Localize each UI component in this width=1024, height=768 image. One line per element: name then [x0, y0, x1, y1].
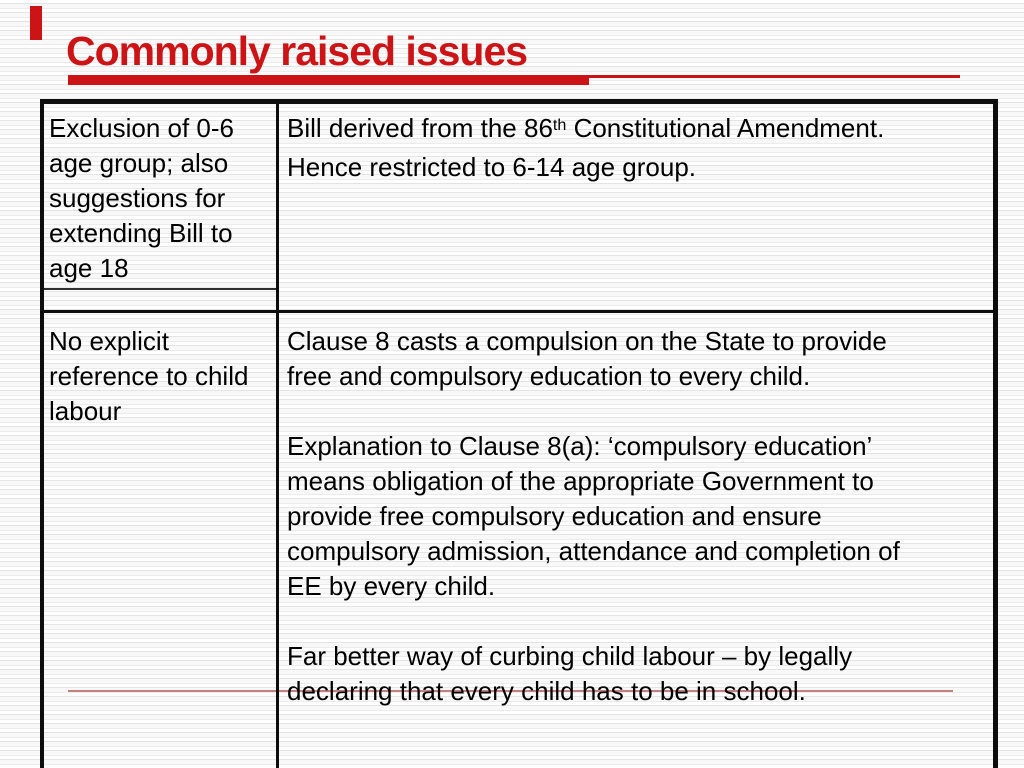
title-underline-line: [589, 75, 960, 78]
text-line: extending Bill to: [49, 218, 233, 248]
text-line: Far better way of curbing child labour – by legally: [287, 641, 853, 671]
title-underline-bar: [68, 75, 589, 85]
text-line: age group; also: [49, 148, 229, 178]
superscript-th: th: [552, 115, 567, 134]
text-segment: Constitutional Amendment.: [566, 113, 885, 143]
text-line: Clause 8 casts a compulsion on the State to provide: [287, 326, 887, 356]
cell-issue-1: [49, 111, 271, 286]
table-row-divider: [44, 310, 993, 313]
text-line: labour: [49, 396, 122, 426]
text-line: No explicit: [49, 326, 169, 356]
response-line: Hence restricted to 6-14 age group.: [287, 152, 697, 182]
text-line: suggestions for: [49, 183, 226, 213]
text-line: provide free compulsory education and ensure: [287, 501, 822, 531]
table-left-row-divider: [44, 288, 276, 290]
text-line: Exclusion of 0-6: [49, 113, 234, 143]
text-line: means obligation of the appropriate Government to: [287, 466, 874, 496]
text-line: compulsory admission, attendance and completion of: [287, 536, 900, 566]
response-line: [287, 111, 987, 150]
text-line: Explanation to Clause 8(a): ‘compulsory education’: [287, 431, 873, 461]
slide-title: Commonly raised issues: [66, 28, 528, 74]
cell-response-2: [287, 324, 987, 709]
cell-response-1: [287, 111, 987, 185]
issues-table: [40, 99, 998, 768]
text-line: age 18: [49, 253, 129, 283]
text-line: EE by every child.: [287, 571, 496, 601]
cell-issue-2: [49, 324, 271, 429]
paragraph: [287, 429, 987, 604]
text-segment: Bill derived from the 86: [287, 113, 553, 143]
text-line: free and compulsory education to every child.: [287, 361, 811, 391]
text-line: reference to child: [49, 361, 249, 391]
paragraph: [287, 639, 987, 709]
text-line: declaring that every child has to be in school.: [287, 676, 806, 706]
red-corner-accent: [30, 6, 42, 40]
table-column-divider: [276, 104, 279, 768]
paragraph: [287, 324, 987, 394]
